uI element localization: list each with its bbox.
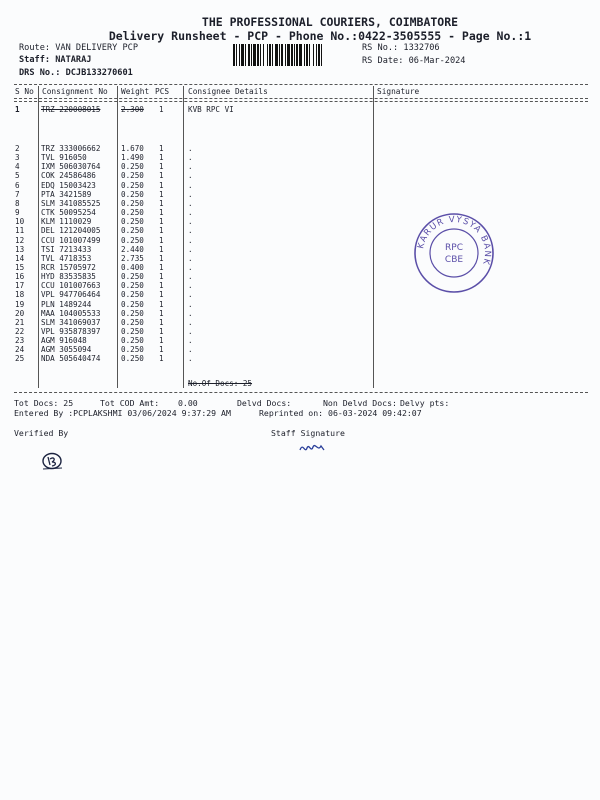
cell-weight: 0.250 bbox=[121, 327, 144, 336]
table-row bbox=[0, 172, 600, 180]
cell-cons: TSI 7213433 bbox=[41, 244, 92, 254]
cell-cons: DEL 121204005 bbox=[41, 226, 101, 236]
barcode bbox=[232, 44, 356, 66]
cell-cons: TVL 4718353 bbox=[41, 253, 92, 263]
cell-details: . bbox=[188, 299, 193, 309]
cell-weight: 2.440 bbox=[121, 244, 144, 254]
cell-cons: COK 24586486 bbox=[41, 171, 96, 181]
cell-pcs: 1 bbox=[159, 198, 164, 208]
table-row bbox=[0, 264, 600, 272]
staff-signature-scribble bbox=[298, 438, 328, 456]
delvd-docs: Delvd Docs: bbox=[237, 398, 292, 408]
cell-details: . bbox=[188, 189, 193, 199]
cell-pcs: 1 bbox=[159, 299, 164, 309]
cell-weight: 0.250 bbox=[121, 217, 144, 227]
barcode-bar bbox=[245, 44, 246, 66]
verified-by: Verified By bbox=[14, 428, 69, 438]
barcode-bar bbox=[239, 44, 240, 66]
drs-number: DRS No.: DCJB133270601 bbox=[19, 68, 133, 78]
cell-sno: 2 bbox=[15, 144, 20, 153]
no-of-docs: No.Of Docs: 25 bbox=[188, 379, 253, 388]
cell-details: . bbox=[188, 162, 193, 172]
barcode-bar bbox=[269, 44, 271, 66]
cell-sno: 10 bbox=[15, 217, 25, 227]
cell-sno: 23 bbox=[15, 336, 25, 346]
cell-sno: 20 bbox=[15, 308, 25, 318]
barcode-bar bbox=[267, 44, 268, 66]
cell-details: . bbox=[188, 180, 193, 190]
barcode-bar bbox=[263, 44, 264, 66]
table-row bbox=[0, 106, 600, 114]
cell-details: . bbox=[188, 153, 193, 163]
cell-pcs: 1 bbox=[159, 105, 164, 114]
barcode-bar bbox=[251, 44, 252, 66]
barcode-bar bbox=[257, 44, 259, 66]
cell-weight: 0.250 bbox=[121, 345, 144, 355]
cell-sno: 19 bbox=[15, 299, 25, 309]
cell-cons: VPL 947706464 bbox=[41, 290, 101, 300]
tot-cod-label: Tot COD Amt: bbox=[100, 398, 160, 408]
cell-cons: VPL 935878397 bbox=[41, 327, 101, 336]
cell-cons: PLN 1489244 bbox=[41, 299, 92, 309]
cell-sno: 9 bbox=[15, 208, 20, 218]
barcode-bar bbox=[321, 44, 322, 66]
divider bbox=[14, 392, 588, 393]
barcode-bar bbox=[294, 44, 295, 66]
cell-pcs: 1 bbox=[159, 354, 164, 364]
cell-weight: 0.250 bbox=[121, 180, 144, 190]
cell-cons: TVL 916050 bbox=[41, 153, 87, 163]
route-label: Route: VAN DELIVERY PCP bbox=[19, 43, 138, 53]
table-row bbox=[0, 209, 600, 217]
cell-cons: SLM 341069037 bbox=[41, 317, 101, 327]
non-delvd-docs: Non Delvd Docs: bbox=[323, 398, 397, 408]
cell-cons: HYD 83535835 bbox=[41, 272, 96, 282]
table-row bbox=[0, 200, 600, 208]
cell-pcs: 1 bbox=[159, 217, 164, 227]
cell-sno: 11 bbox=[15, 226, 25, 236]
cell-sno: 14 bbox=[15, 253, 25, 263]
cell-details: . bbox=[188, 253, 193, 263]
cell-cons: RCR 15705972 bbox=[41, 262, 96, 272]
cell-pcs: 1 bbox=[159, 189, 164, 199]
cell-details: . bbox=[188, 235, 193, 245]
cell-details: . bbox=[188, 272, 193, 282]
cell-cons: MAA 104005533 bbox=[41, 308, 101, 318]
rs-date: RS Date: 06-Mar-2024 bbox=[362, 56, 466, 66]
cell-weight: 0.400 bbox=[121, 262, 144, 272]
cell-sno: 22 bbox=[15, 327, 25, 336]
table-row bbox=[0, 282, 600, 290]
barcode-bar bbox=[253, 44, 256, 66]
tot-docs: Tot Docs: 25 bbox=[14, 398, 74, 408]
cell-pcs: 1 bbox=[159, 253, 164, 263]
barcode-bar bbox=[291, 44, 293, 66]
table-row bbox=[0, 255, 600, 263]
cell-pcs: 1 bbox=[159, 272, 164, 282]
cell-pcs: 1 bbox=[159, 180, 164, 190]
barcode-bar bbox=[306, 44, 308, 66]
cell-sno: 24 bbox=[15, 345, 25, 355]
cell-pcs: 1 bbox=[159, 208, 164, 218]
stamp-ring-text: KARUR VYSYA BANK bbox=[416, 214, 493, 267]
cell-weight: 0.250 bbox=[121, 272, 144, 282]
barcode-bar bbox=[275, 44, 278, 66]
cell-weight: 0.250 bbox=[121, 336, 144, 346]
col-sno: S No bbox=[15, 87, 34, 96]
cell-details: . bbox=[188, 317, 193, 327]
barcode-bar bbox=[309, 44, 310, 66]
cell-pcs: 1 bbox=[159, 153, 164, 163]
cell-weight: 0.250 bbox=[121, 162, 144, 172]
barcode-bar bbox=[287, 44, 290, 66]
cell-sno: 15 bbox=[15, 262, 25, 272]
col-consignment: Consignment No bbox=[42, 87, 108, 96]
cell-cons: KLM 1110029 bbox=[41, 217, 92, 227]
runsheet-subtitle: Delivery Runsheet - PCP - Phone No.:0422-3505555 - Page No.:1 bbox=[108, 29, 532, 43]
cell-pcs: 1 bbox=[159, 162, 164, 172]
cell-cons: IXM 506030764 bbox=[41, 162, 101, 172]
bank-stamp bbox=[413, 212, 495, 294]
cell-pcs: 1 bbox=[159, 244, 164, 254]
barcode-bar bbox=[233, 44, 235, 66]
divider bbox=[14, 101, 588, 102]
cell-pcs: 1 bbox=[159, 327, 164, 336]
cell-sno: 6 bbox=[15, 180, 20, 190]
barcode-bar bbox=[285, 44, 286, 66]
cell-weight: 0.250 bbox=[121, 189, 144, 199]
col-signature: Signature bbox=[377, 87, 420, 96]
cell-cons: AGM 916048 bbox=[41, 336, 87, 346]
table-row bbox=[0, 145, 600, 153]
cell-sno: 21 bbox=[15, 317, 25, 327]
cell-details: . bbox=[188, 290, 193, 300]
cell-weight: 0.250 bbox=[121, 235, 144, 245]
cell-pcs: 1 bbox=[159, 226, 164, 236]
cell-weight: 1.490 bbox=[121, 153, 144, 163]
table-row bbox=[0, 319, 600, 327]
table-row bbox=[0, 191, 600, 199]
col-weight: Weight bbox=[121, 87, 150, 96]
cell-weight: 0.250 bbox=[121, 198, 144, 208]
col-consignee: Consignee Details bbox=[188, 87, 268, 96]
table-row bbox=[0, 227, 600, 235]
cell-weight: 2.735 bbox=[121, 253, 144, 263]
table-row bbox=[0, 182, 600, 190]
barcode-bar bbox=[260, 44, 261, 66]
barcode-bar bbox=[281, 44, 283, 66]
cell-cons: SLM 341085525 bbox=[41, 198, 101, 208]
cell-details: . bbox=[188, 208, 193, 218]
staff-label: Staff: NATARAJ bbox=[19, 55, 92, 65]
cell-pcs: 1 bbox=[159, 171, 164, 181]
table-row bbox=[0, 246, 600, 254]
cell-sno: 3 bbox=[15, 153, 20, 163]
barcode-bar bbox=[279, 44, 280, 66]
cell-pcs: 1 bbox=[159, 336, 164, 346]
cell-weight: 0.250 bbox=[121, 208, 144, 218]
barcode-bar bbox=[318, 44, 320, 66]
cell-sno: 17 bbox=[15, 281, 25, 291]
cell-pcs: 1 bbox=[159, 290, 164, 300]
cell-sno: 7 bbox=[15, 189, 20, 199]
cell-details: . bbox=[188, 244, 193, 254]
delvy-pts: Delvy pts: bbox=[400, 398, 450, 408]
cell-details: . bbox=[188, 144, 193, 153]
cell-weight: 0.250 bbox=[121, 308, 144, 318]
barcode-bar bbox=[304, 44, 305, 66]
cell-pcs: 1 bbox=[159, 317, 164, 327]
divider bbox=[14, 98, 588, 99]
table-row bbox=[0, 218, 600, 226]
staff-signature-label: Staff Signature bbox=[271, 428, 345, 438]
cell-cons: NDA 505640474 bbox=[41, 354, 101, 364]
cell-cons: CCU 101007499 bbox=[41, 235, 101, 245]
cell-sno: 4 bbox=[15, 162, 20, 172]
table-row bbox=[0, 154, 600, 162]
barcode-bar bbox=[296, 44, 298, 66]
table-row bbox=[0, 301, 600, 309]
cell-pcs: 1 bbox=[159, 144, 164, 153]
cell-cons: AGM 3055094 bbox=[41, 345, 92, 355]
cell-weight: 0.250 bbox=[121, 290, 144, 300]
cell-weight: 2.300 bbox=[121, 105, 144, 114]
cell-details: . bbox=[188, 226, 193, 236]
cell-weight: 0.250 bbox=[121, 317, 144, 327]
company-title: THE PROFESSIONAL COURIERS, COIMBATORE bbox=[201, 15, 459, 29]
cell-pcs: 1 bbox=[159, 281, 164, 291]
col-pcs: PCS bbox=[155, 87, 170, 96]
cell-details: . bbox=[188, 336, 193, 346]
verifier-signature-scribble bbox=[40, 448, 66, 472]
cell-details: . bbox=[188, 262, 193, 272]
barcode-bar bbox=[241, 44, 244, 66]
cell-cons: EDQ 15003423 bbox=[41, 180, 96, 190]
barcode-bar bbox=[313, 44, 314, 66]
stamp-inner-2: CBE bbox=[444, 255, 464, 265]
cell-cons: TRZ 220008015 bbox=[41, 105, 101, 114]
cell-details: . bbox=[188, 345, 193, 355]
cell-sno: 12 bbox=[15, 235, 25, 245]
table-row bbox=[0, 291, 600, 299]
table-row bbox=[0, 328, 600, 336]
cell-weight: 0.250 bbox=[121, 226, 144, 236]
table-row bbox=[0, 163, 600, 171]
cell-pcs: 1 bbox=[159, 235, 164, 245]
cell-details: . bbox=[188, 354, 193, 364]
stamp-inner-1: RPC bbox=[445, 243, 463, 253]
barcode-bar bbox=[272, 44, 273, 66]
cell-sno: 8 bbox=[15, 198, 20, 208]
cell-sno: 13 bbox=[15, 244, 25, 254]
cell-details: . bbox=[188, 308, 193, 318]
table-row bbox=[0, 355, 600, 363]
barcode-bar bbox=[299, 44, 302, 66]
cell-cons: CCU 101007663 bbox=[41, 281, 101, 291]
cell-weight: 0.250 bbox=[121, 299, 144, 309]
cell-sno: 18 bbox=[15, 290, 25, 300]
cell-pcs: 1 bbox=[159, 345, 164, 355]
barcode-bar bbox=[316, 44, 317, 66]
cell-weight: 0.250 bbox=[121, 354, 144, 364]
entered-by: Entered By :PCPLAKSHMI 03/06/2024 9:37:29 AM bbox=[14, 408, 231, 418]
cell-cons: TRZ 333006662 bbox=[41, 144, 101, 153]
tot-cod-value: 0.00 bbox=[178, 398, 198, 408]
cell-details: . bbox=[188, 327, 193, 336]
cell-pcs: 1 bbox=[159, 262, 164, 272]
cell-details: . bbox=[188, 217, 193, 227]
cell-sno: 5 bbox=[15, 171, 20, 181]
cell-sno: 1 bbox=[15, 105, 20, 114]
cell-weight: 1.670 bbox=[121, 144, 144, 153]
cell-details: . bbox=[188, 171, 193, 181]
divider bbox=[14, 84, 588, 85]
table-row bbox=[0, 337, 600, 345]
table-row bbox=[0, 310, 600, 318]
cell-sno: 16 bbox=[15, 272, 25, 282]
cell-pcs: 1 bbox=[159, 308, 164, 318]
cell-sno: 25 bbox=[15, 354, 25, 364]
cell-details: . bbox=[188, 198, 193, 208]
barcode-bar bbox=[236, 44, 237, 66]
table-row bbox=[0, 237, 600, 245]
table-row bbox=[0, 273, 600, 281]
table-row bbox=[0, 346, 600, 354]
cell-cons: CTK 50095254 bbox=[41, 208, 96, 218]
cell-weight: 0.250 bbox=[121, 281, 144, 291]
cell-details: . bbox=[188, 281, 193, 291]
cell-weight: 0.250 bbox=[121, 171, 144, 181]
reprinted-on: Reprinted on: 06-03-2024 09:42:07 bbox=[259, 408, 422, 418]
barcode-bar bbox=[248, 44, 250, 66]
cell-cons: PTA 3421589 bbox=[41, 189, 92, 199]
rs-number: RS No.: 1332706 bbox=[362, 43, 440, 53]
cell-details: KVB RPC VI bbox=[188, 105, 234, 114]
